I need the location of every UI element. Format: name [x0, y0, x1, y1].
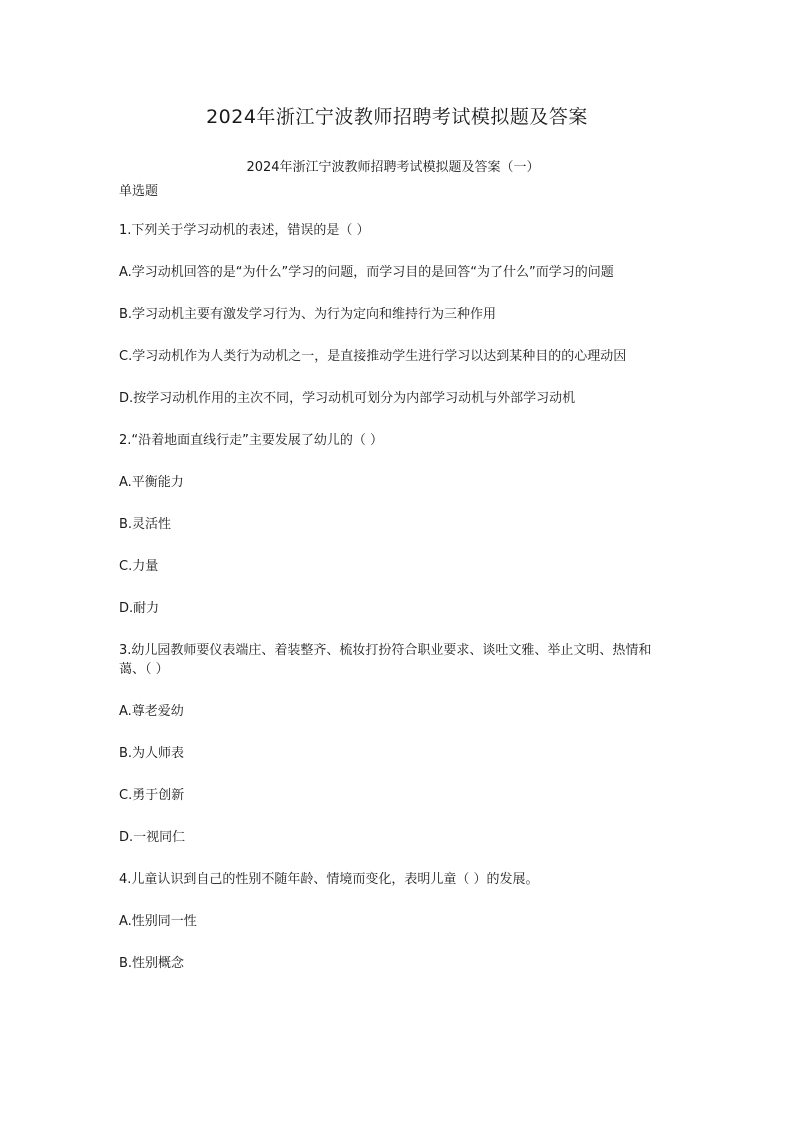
question-2-option-b: B.灵活性 [119, 517, 172, 532]
question-2-option-c: C.力量 [119, 559, 159, 574]
question-1-option-c: C.学习动机作为人类行为动机之一，是直接推动学生进行学习以达到某种目的的心理动因 [119, 349, 627, 364]
question-1-option-a: A.学习动机回答的是“为什么”学习的问题，而学习目的是回答“为了什么”而学习的问题 [119, 265, 614, 280]
question-3-option-a: A.尊老爱幼 [119, 704, 184, 719]
document-body [119, 182, 669, 973]
question-1-stem: 1.下列关于学习动机的表述，错误的是（ ） [119, 223, 370, 238]
question-3-option-c: C.勇于创新 [119, 788, 185, 803]
question-3-option-b: B.为人师表 [119, 746, 185, 761]
document-title: 2024年浙江宁波教师招聘考试模拟题及答案 [206, 106, 588, 128]
question-2-stem: 2.“沿着地面直线行走”主要发展了幼儿的（ ） [119, 433, 384, 448]
question-3-option-d: D.一视同仁 [119, 830, 186, 845]
section-label: 单选题 [119, 184, 159, 199]
question-1-option-d: D.按学习动机作用的主次不同，学习动机可划分为内部学习动机与外部学习动机 [119, 391, 576, 406]
question-4-option-b: B.性别概念 [119, 956, 185, 971]
question-2-option-a: A.平衡能力 [119, 475, 184, 490]
question-4-stem: 4.儿童认识到自己的性别不随年龄、情境而变化，表明儿童（ ）的发展。 [119, 872, 539, 887]
question-2-option-d: D.耐力 [119, 601, 160, 616]
question-1-option-b: B.学习动机主要有激发学习行为、为行为定向和维持行为三种作用 [119, 307, 497, 322]
question-4-option-a: A.性别同一性 [119, 914, 197, 929]
document-subtitle: 2024年浙江宁波教师招聘考试模拟题及答案（一） [246, 160, 540, 175]
question-3-stem: 3.幼儿园教师要仪表端庄、着装整齐、梳妆打扮符合职业要求、谈吐文雅、举止文明、热情和蔼、（ ） [119, 643, 652, 677]
